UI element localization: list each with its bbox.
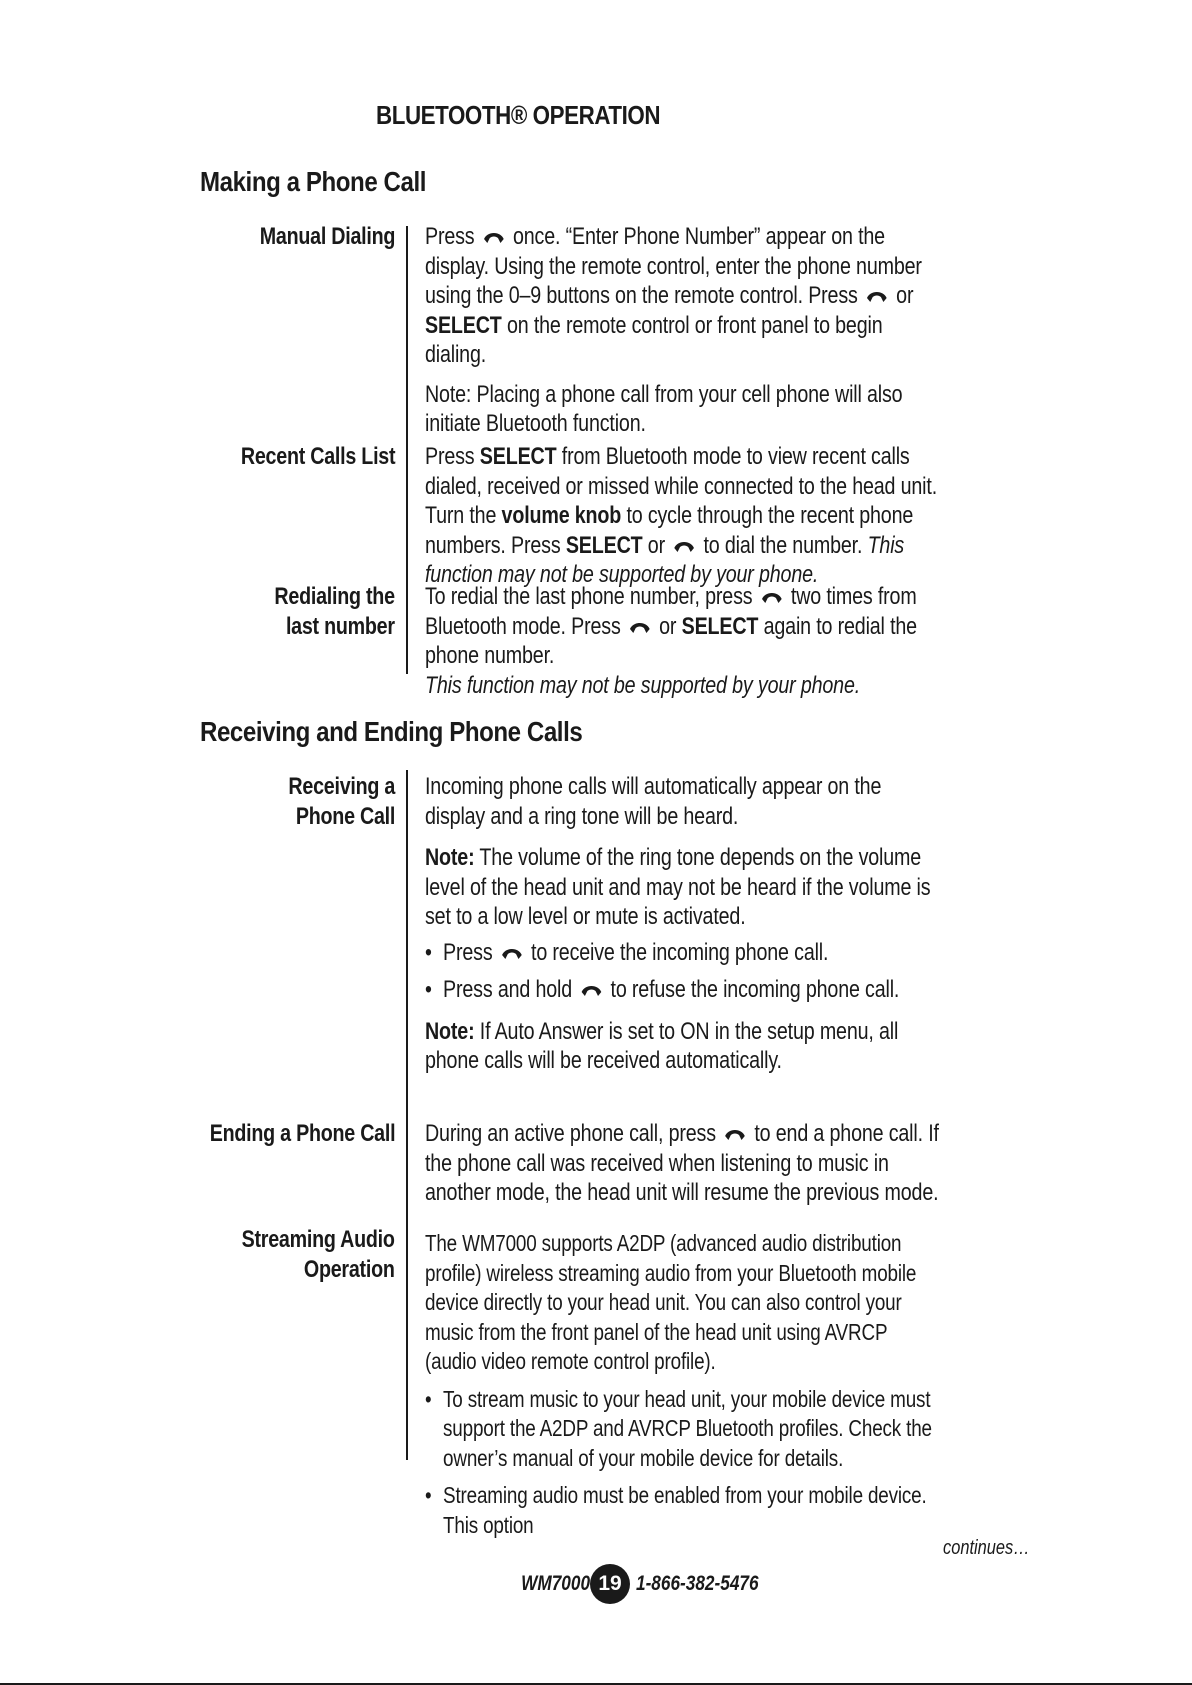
recent-calls-text: Press SELECT from Bluetooth mode to view recent calls dialed, received or missed while connected to the head unit. Turn the volume knob to cycle through the recent phone numbers. Press SELECT or to dial the number. This function may not be supported by your phone. xyxy=(425,443,938,588)
ending-call-text: During an active phone call, press to end a phone call. If the phone call was received when listening to music in another mode, the head unit will resume the previous mode. xyxy=(425,1120,939,1206)
continues-note: continues… xyxy=(943,1537,1030,1559)
streaming-audio-text: The WM7000 supports A2DP (advanced audio distribution profile) wireless streaming audio from your Bluetooth mobile device directly to your head unit. You can also control your music from the front panel of the head unit using AVRCP (audio video remote control profile). • To stream music to your head unit, your mobile device must support the A2DP and AVRCP Bluetooth profiles. Check the owner’s manual of your mobile device for details. • Streaming audio must be enabled from your mobile device. This option xyxy=(425,1229,940,1540)
phone-handset-icon xyxy=(760,590,783,606)
list-item: • To stream music to your head unit, your mobile device must support the A2DP and AVRCP Bluetooth profiles. Check the owner’s manual of your mobile device for details. xyxy=(425,1385,932,1471)
label-recent-calls: Recent Calls List xyxy=(240,443,395,470)
page-number-badge: 19 xyxy=(590,1564,630,1604)
label-manual-dialing: Manual Dialing xyxy=(259,223,395,250)
manual-dialing-text: Press once. “Enter Phone Number” appear on the display. Using the remote control, enter the phone number using the 0–9 buttons on the remote control. Press or SELECT on the remote control or front panel to begin dialing. Note: Placing a phone call from your cell phone will also initiate Bluetooth function. xyxy=(425,222,940,439)
phone-handset-icon xyxy=(724,1127,747,1143)
page-footer xyxy=(506,1564,785,1604)
phone-handset-icon xyxy=(580,983,603,999)
column-divider-1 xyxy=(406,226,408,674)
section-title-making-call: Making a Phone Call xyxy=(200,166,426,197)
phone-handset-icon xyxy=(628,620,651,636)
redial-text: To redial the last phone number, press two times from Bluetooth mode. Press or SELECT again to redial the phone number. This function may not be supported by your phone. xyxy=(425,583,917,699)
phone-handset-icon xyxy=(865,289,888,305)
footer-phone: 1-866-382-5476 xyxy=(636,1572,759,1595)
phone-handset-icon xyxy=(500,946,523,962)
label-redial: Redialing the last number xyxy=(274,583,395,640)
label-streaming-audio: Streaming Audio Operation xyxy=(241,1226,395,1283)
section-title-receiving: Receiving and Ending Phone Calls xyxy=(200,716,583,747)
column-divider-2 xyxy=(406,770,408,1460)
receiving-call-text: Incoming phone calls will automatically appear on the display and a ring tone will be heard. Note: The volume of the ring tone depends on the volume level of the head unit and may not be heard if the volume is set to a low level or mute is activated. • Press to receive the incoming phone call. • Press and hold to refuse the incoming phone call. Note: If Auto Answer is set to ON in the setup menu, all phone calls will be received automatically. xyxy=(425,772,940,1076)
label-ending-call: Ending a Phone Call xyxy=(209,1120,395,1147)
manual-dialing-note: Note: Placing a phone call from your cell phone will also initiate Bluetooth function. xyxy=(425,380,903,437)
label-receiving-call: Receiving a Phone Call xyxy=(288,773,395,830)
footer-model: WM7000 xyxy=(521,1572,591,1595)
phone-handset-icon xyxy=(673,539,696,555)
list-item: • Streaming audio must be enabled from your mobile device. This option xyxy=(425,1482,927,1538)
phone-handset-icon xyxy=(482,230,505,246)
list-item: • Press to receive the incoming phone call. xyxy=(425,938,829,966)
page-title: BLUETOOTH® OPERATION xyxy=(376,100,661,130)
list-item: • Press and hold to refuse the incoming phone call. xyxy=(425,976,900,1003)
